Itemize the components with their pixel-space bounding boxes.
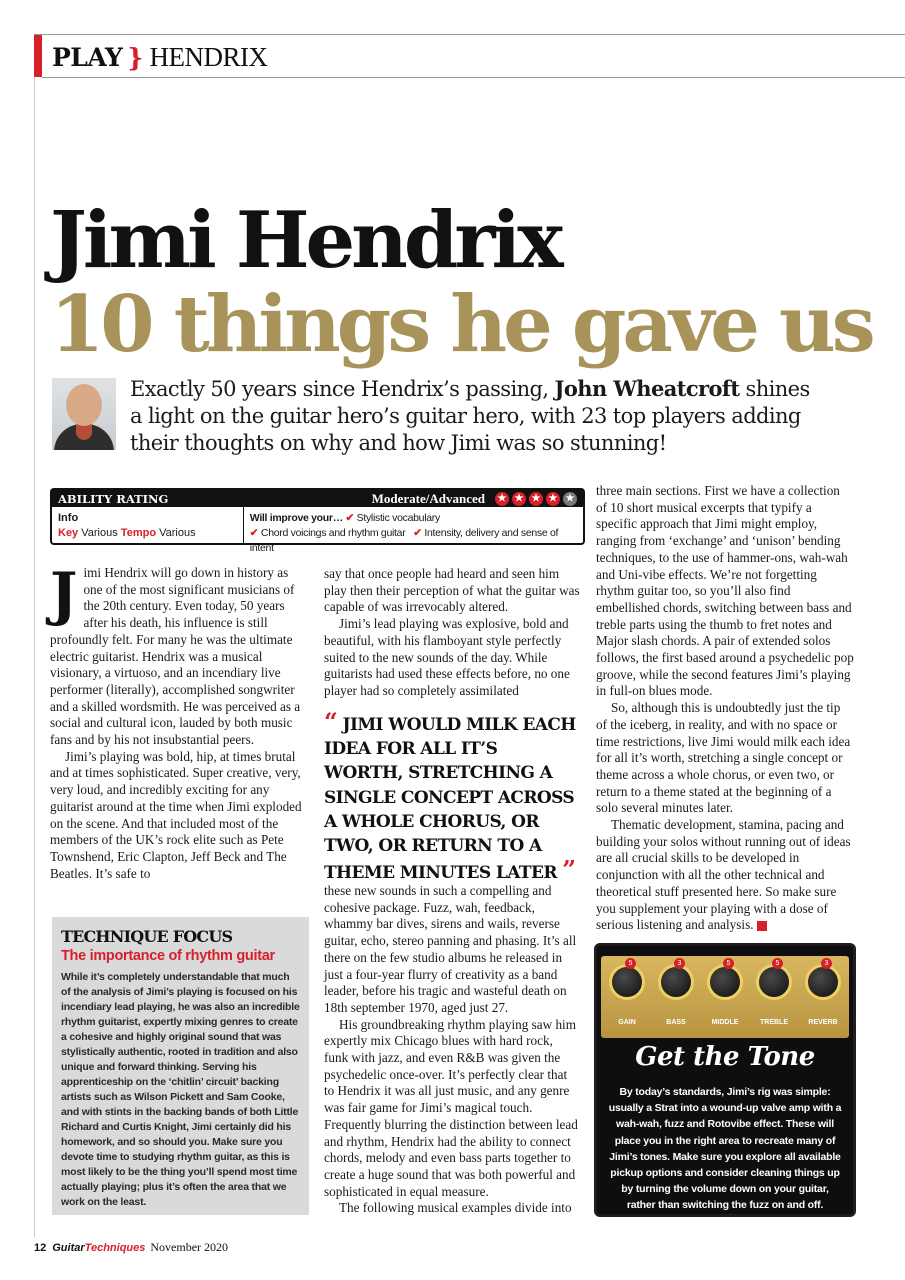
improve-panel: [244, 507, 583, 554]
body-paragraph: So, although this is undoubtedly just the tip of the iceberg, in reality, and with no space or time restrictions, live Jimi would milk each idea for all it’s worth, stretching a single concept or theme across a whole chorus, or even two, or return to a theme stated at the beginning of a solo several minutes later.: [596, 700, 851, 816]
open-quote-icon: “: [324, 707, 338, 736]
ability-bar: [52, 490, 583, 507]
section-tab: [34, 35, 42, 77]
star-icon: ★: [563, 492, 577, 506]
body-paragraph: Jimi’s playing was bold, hip, at times brutal and at times sophisticated. Super creative, very, very loud, and incredibly exciting for any guitarist around at the time when Jimi exploded on the scene. And that included most of the members of the UK’s rock elite such as Pete Townshend, Eric Clapton, Jeff Beck and The Beatles. It’s safe to: [50, 748, 302, 881]
improve-item-2: Chord voicings and rhythm guitar: [260, 527, 406, 539]
check-icon: ✔: [249, 527, 259, 539]
knob-label: TREBLE: [760, 1019, 788, 1026]
tempo-value: Various: [159, 527, 196, 539]
body-paragraph: Jimi’s lead playing was explosive, bold and beautiful, with his flamboyant style perfectly suited to the new sounds of the day. While guitarists had used these effects before, no one player had so completely assimilated: [324, 616, 570, 698]
star-icon: ★: [546, 492, 560, 506]
check-icon: ✔: [413, 527, 422, 539]
knob-label: REVERB: [808, 1019, 838, 1026]
knob-setting-badge: 5: [625, 958, 636, 969]
star-icon: ★: [529, 492, 543, 506]
key-label: Key: [58, 527, 79, 539]
ability-label: ABILITY RATING: [58, 491, 169, 506]
technique-heading: TECHNIQUE FOCUS: [61, 927, 233, 946]
standfirst: [130, 375, 820, 457]
standfirst-post: shines a light on the guitar hero’s guitar hero, with 23 top players adding their thoughts on why and how Jimi was so stunning!: [130, 377, 810, 455]
author-photo: [52, 378, 116, 450]
info-panel: [52, 507, 244, 543]
margin-rule: [34, 77, 35, 1237]
technique-body: While it’s completely understandable that much of the analysis of Jimi’s playing is focused on his incendiary lead playing, he was also an incredible rhythm guitarist, expertly mixing genres to create a cohesive and highly original sound that was stylistically authentic, rooted in tradition and also unique and forward thinking. Serving his apprenticeship on the ‘chitlin’ circuit’ backing artists such as Wilson Pickett and Sam Cooke, and with stints in the backing bands of both Little Richard and Curtis Knight, Jimi certainly did his homework, and so should you. Make sure you devote time to studying rhythm guitar, as this is most likely to be the thing you’ll spend most time actually playing; plus it’s often the area that we work on the least.: [61, 971, 300, 1208]
body-paragraph: imi Hendrix will go down in history as one of the most significant musicians of the 20th century. Even today, 50 years after his death, his influence is still profoundly felt. For many he was the ultimate electric guitarist. Hendrix was a musical visionary, a virtuoso, and an incendiary live performer (literally), accomplished songwriter and a skilled wordsmith. He was perceived as a social and cultural icon, lauded by both music fans and by his not insubstantial peers.: [50, 565, 301, 748]
running-header: [52, 40, 267, 74]
body-paragraph: three main sections. First we have a collection of 10 short musical excerpts that typify a specific approach that Jimi might employ, ranging from ‘exchange’ and ‘unison’ bending techniques, to the use of hammer-ons, wah-wah and Uni-vibe effects. We’re not forgetting rhythm guitar too, so you’ll also find embellished chords, switching between bass and treble parts using the thumb to fret notes and Major slash chords. A pair of extended solos follows, the first based around a psychedelic pop groove, while the second features Jimi’s playing in full-on blues mode.: [596, 483, 854, 699]
folio: [34, 1240, 228, 1255]
body-paragraph: The following musical examples divide into: [339, 1200, 572, 1216]
magazine-name-2: Techniques: [84, 1242, 146, 1254]
get-the-tone-body: By today’s standards, Jimi’s rig was simple: usually a Strat into a wound-up valve amp with a wah-wah, fuzz and Rotovibe effect. These will place you in the right area to recreate many of Jimi’s tones. Make sure you explore all available pickup options and consider cleaning things up by turning the volume down on your guitar, rather than switching the fuzz on and off.: [608, 1086, 842, 1212]
amp-knob-middle: [707, 964, 743, 1000]
knob-label: MIDDLE: [711, 1019, 739, 1026]
tempo-label: Tempo: [120, 527, 157, 539]
amp-knob-treble: [756, 964, 792, 1000]
key-value: Various: [81, 527, 118, 539]
knob-setting-badge: 5: [723, 958, 734, 969]
amp-knob-reverb: [805, 964, 841, 1000]
pull-quote-text: JIMI WOULD MILK EACH IDEA FOR ALL IT’S WORTH, STRETCHING A SINGLE CONCEPT ACROSS A WHOLE CHORUS, OR TWO, OR RETURN TO A THEME MINUTES LATER: [324, 715, 576, 884]
improve-label: Will improve your…: [249, 512, 343, 524]
knob-setting-badge: 5: [772, 958, 783, 969]
pull-quote: [324, 707, 580, 885]
star-rating: [492, 492, 577, 506]
amp-knob-gain: [609, 964, 645, 1000]
improve-item-3: Intensity, delivery and sense of intent: [249, 527, 559, 554]
knob-setting-badge: 3: [674, 958, 685, 969]
column-3: [596, 483, 854, 934]
body-paragraph: these new sounds in such a compelling and cohesive package. Fuzz, wah, feedback, whammy bar dives, sirens and wails, reverse guitar, echo, stereo panning and phasing. It’s all there on the few studio albums he released in just a four-year flurry of creativity as a band leader, before his tragic and wasteful death on 18th september 1970, aged just 27.: [324, 883, 577, 1015]
column-2-top: [324, 566, 580, 700]
ability-rating-box: [50, 488, 585, 554]
section-label: PLAY: [52, 42, 123, 72]
star-icon: ★: [512, 492, 526, 506]
knob-label: BASS: [666, 1019, 686, 1026]
ability-level: Moderate/Advanced: [371, 490, 485, 506]
knob-setting-badge: 3: [821, 958, 832, 969]
top-rule: [34, 34, 905, 35]
info-label: Info: [58, 512, 79, 524]
standfirst-pre: Exactly 50 years since Hendrix’s passing,: [130, 377, 549, 401]
body-paragraph: His groundbreaking rhythm playing saw him expertly mix Chicago blues with hard rock, funk with jazz, and even R&B was given the psychedelic once-over. It’s perfectly clear that to Hendrix it was all just music, and any genre was fair game for Jimi’s magical touch. Frequently blurring the distinction between lead and rhythm, Hendrix had the ability to connect chords, melody and even bass parts together to create a huge sound that was both powerful and sophisticated in equal measure.: [324, 1016, 578, 1199]
body-paragraph: Thematic development, stamina, pacing and building your solos without running out of ideas are all crucial skills to be developed in conjunction with all the other technical and theoretical stuff presented here. So make sure you supplement your playing with a dose of serious listening and analysis.: [596, 817, 851, 933]
header-rule: [42, 77, 905, 78]
magazine-name-1: Guitar: [52, 1242, 85, 1254]
column-1: [50, 560, 310, 882]
get-the-tone-box: [594, 943, 856, 1217]
get-the-tone-title: Get the Tone: [635, 1042, 815, 1072]
page-number: 12: [34, 1242, 47, 1254]
improve-item-1: Stylistic vocabulary: [356, 512, 440, 524]
amp-control-panel: [601, 956, 849, 1038]
headline-line-2: 10 things he gave us: [50, 279, 872, 370]
amp-knob-bass: [658, 964, 694, 1000]
column-2-bottom: [324, 883, 580, 1217]
drop-cap: J: [50, 560, 78, 628]
headline-line-1: Jimi Hendrix: [50, 195, 560, 286]
author-name: John Wheatcroft: [554, 376, 740, 401]
header-brace: }: [127, 42, 144, 72]
star-icon: ★: [495, 492, 509, 506]
technique-focus-box: [52, 917, 309, 1215]
check-icon: ✔: [345, 512, 355, 524]
end-mark-icon: [757, 921, 767, 931]
subject-label: HENDRIX: [149, 41, 268, 72]
close-quote-icon: ”: [562, 855, 576, 885]
issue-date: November 2020: [150, 1240, 229, 1254]
body-paragraph: say that once people had heard and seen him play then their perception of what the guitar was capable of was irrevocably altered.: [324, 566, 580, 615]
technique-subheading: The importance of rhythm guitar: [61, 948, 275, 964]
knob-label: GAIN: [618, 1019, 636, 1026]
